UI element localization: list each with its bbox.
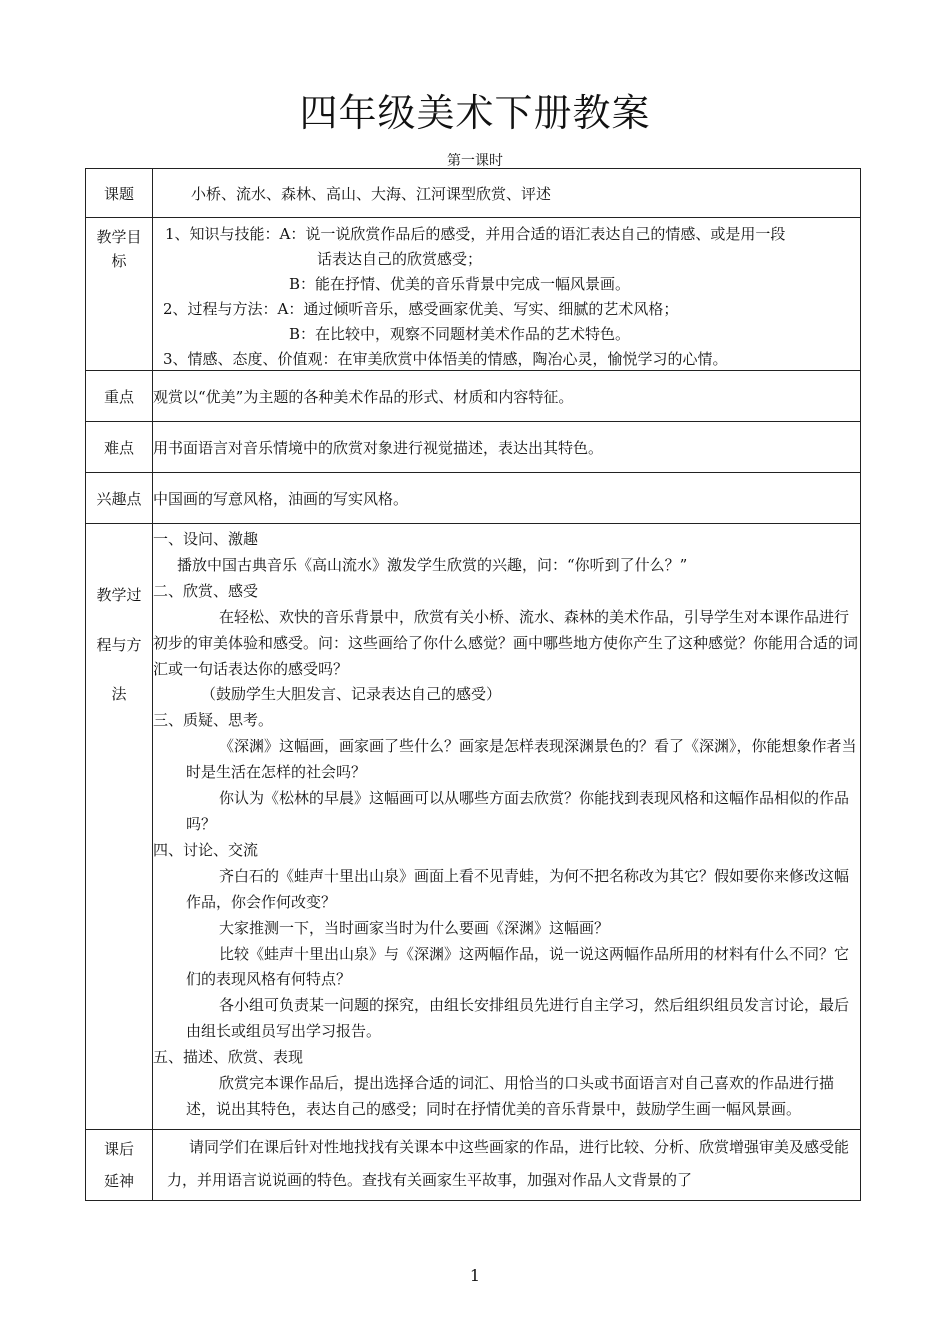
objectives-label-2: 标 [111, 252, 127, 270]
interest-label: 兴趣点 [86, 473, 153, 524]
process-cell [153, 524, 861, 1130]
lesson-plan-table [85, 168, 861, 1201]
process-paragraph: 三、质疑、思考。 [153, 711, 274, 730]
process-paragraph: 齐白石的《蛙声十里出山泉》画面上看不见青蛙，为何不把名称改为其它？假如要你来修改这幅作品，你会作何改变？ [186, 866, 850, 911]
topic-label: 课题 [86, 169, 153, 218]
page-number: 1 [469, 1266, 481, 1285]
process-paragraph: 欣赏完本课作品后，提出选择合适的词汇、用恰当的口头或书面语言对自己喜欢的作品进行描述，说出其特色，表达自己的感受；同时在抒情优美的音乐背景中，鼓励学生画一幅风景画。 [186, 1074, 835, 1118]
objective-line: 2、过程与方法：A：通过倾听音乐，感受画家优美、写实、细腻的艺术风格； [163, 300, 679, 318]
process-paragraph: 四、讨论、交流 [153, 840, 259, 859]
objective-line: B：能在抒情、优美的音乐背景中完成一幅风景画。 [289, 275, 631, 293]
process-paragraph: 大家推测一下，当时画家当时为什么要画《深渊》这幅画？ [219, 918, 610, 937]
extension-label-1: 课后 [103, 1139, 134, 1158]
process-paragraph: 比较《蛙声十里出山泉》与《深渊》这两幅作品，说一说这两幅作品所用的材料有什么不同？它们的表现风格有何特点？ [186, 944, 850, 989]
process-label-1: 教学过 [96, 586, 142, 604]
objective-line: 3、情感、态度、价值观：在审美欣赏中体悟美的情感，陶冶心灵，愉悦学习的心情。 [163, 350, 728, 368]
process-row [86, 524, 861, 1130]
difficulty-text: 用书面语言对音乐情境中的欣赏对象进行视觉描述，表达出其特色。 [153, 422, 861, 473]
process-paragraph: 播放中国古典音乐《高山流水》激发学生欣赏的兴趣，问：“你听到了什么？” [177, 555, 688, 574]
process-paragraph: 各小组可负责某一问题的探究，由组长安排组员先进行自主学习，然后组织组员发言讨论，最后由组长或组员写出学习报告。 [186, 996, 850, 1041]
process-paragraph: （鼓励学生大胆发言、记录表达自己的感受） [201, 685, 502, 704]
objectives-label-cell [86, 218, 153, 371]
extension-label-2: 延神 [103, 1171, 134, 1190]
key-row [86, 371, 861, 422]
key-label: 重点 [86, 371, 153, 422]
process-text [153, 524, 860, 1129]
topic-text: 小桥、流水、森林、高山、大海、江河课型欣赏、评述 [153, 169, 861, 218]
objectives-text [159, 218, 860, 370]
process-label-cell [86, 524, 153, 1130]
key-text: 观赏以“优美”为主题的各种美术作品的形式、材质和内容特征。 [153, 371, 861, 422]
objectives-cell [153, 218, 861, 371]
objective-line: B：在比较中，观察不同题材美术作品的艺术特色。 [289, 325, 631, 343]
objectives-row [86, 218, 861, 371]
objective-line: 话表达自己的欣赏感受； [317, 250, 483, 268]
difficulty-row [86, 422, 861, 473]
interest-text: 中国画的写意风格，油画的写实风格。 [153, 473, 861, 524]
extension-cell [153, 1129, 861, 1200]
lesson-subtitle: 第一课时 [447, 153, 503, 169]
document-title: 四年级美术下册教案 [299, 91, 651, 135]
process-paragraph: 《深渊》这幅画，画家画了些什么？画家是怎样表现深渊景色的？看了《深渊》，你能想象作者当时是生活在怎样的社会吗？ [186, 737, 857, 782]
process-paragraph: 在轻松、欢快的音乐背景中，欣赏有关小桥、流水、森林的美术作品，引导学生对本课作品进行初步的审美体验和感受。问：这些画给了你什么感觉？画中哪些地方使你产生了这种感觉？你能用合适的词汇或一句话表达你的感受吗？ [153, 607, 859, 678]
process-label-2: 程与方 [96, 636, 142, 654]
objectives-label-1: 教学目 [96, 228, 142, 246]
objective-line: 1、知识与技能：A：说一说欣赏作品后的感受，并用合适的语汇表达自己的情感、或是用一段 [165, 225, 786, 243]
interest-row [86, 473, 861, 524]
extension-text: 请同学们在课后针对性地找找有关课本中这些画家的作品，进行比较、分析、欣赏增强审美及感受能力，并用语言说说画的特色。查找有关画家生平故事，加强对作品人文背景的了 [167, 1137, 850, 1189]
extension-label-cell [86, 1129, 153, 1200]
process-paragraph: 五、描述、欣赏、表现 [153, 1048, 304, 1067]
process-label-3: 法 [111, 685, 127, 703]
topic-row [86, 169, 861, 218]
process-paragraph: 二、欣赏、感受 [153, 581, 259, 600]
process-paragraph: 一、设问、激趣 [153, 530, 259, 548]
extension-row [86, 1129, 861, 1200]
difficulty-label: 难点 [86, 422, 153, 473]
process-paragraph: 你认为《松林的早晨》这幅画可以从哪些方面去欣赏？你能找到表现风格和这幅作品相似的作品吗？ [186, 789, 850, 833]
